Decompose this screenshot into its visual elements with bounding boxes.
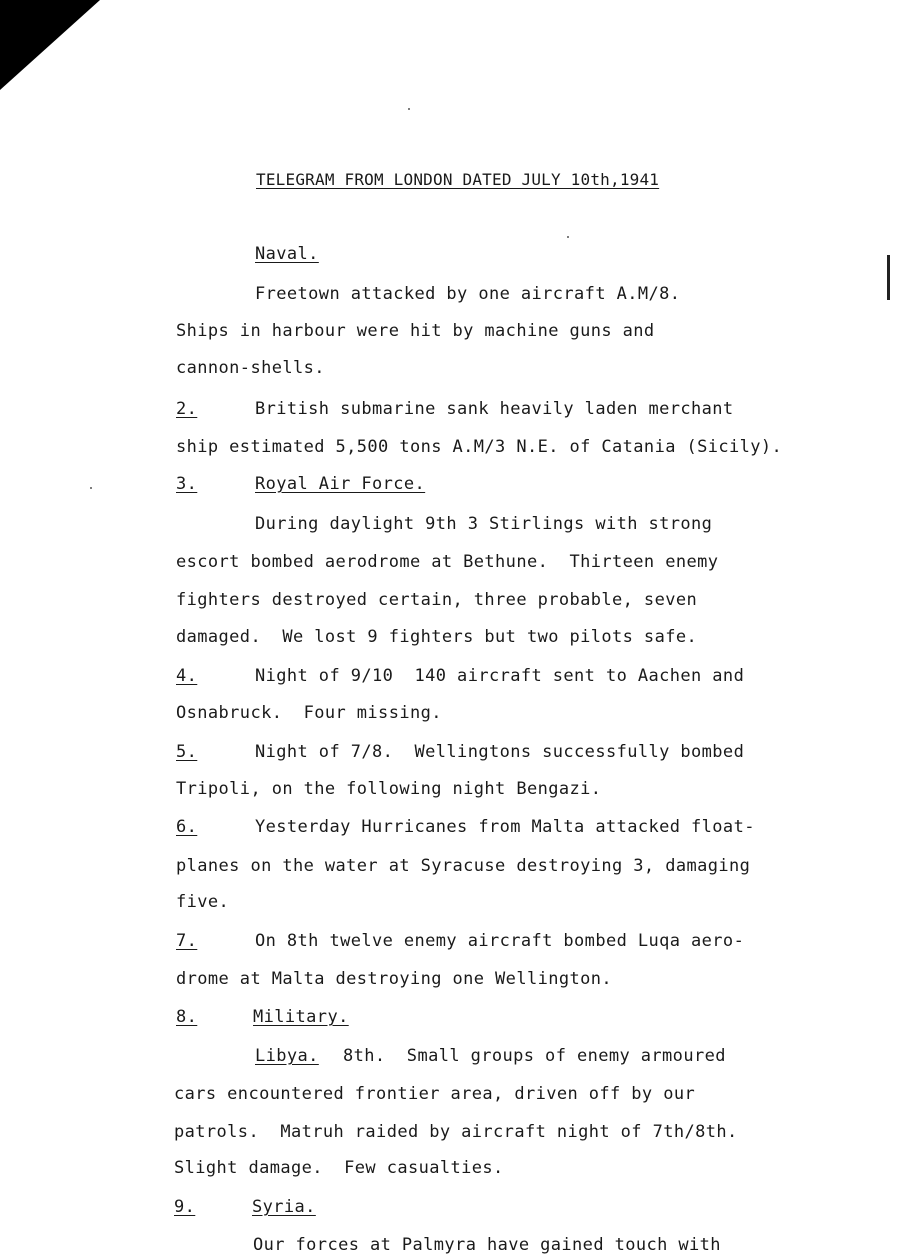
- heading-royal-air-force: Royal Air Force.: [255, 474, 426, 494]
- item-number-2: 2.: [176, 399, 198, 419]
- paragraph-line: fighters destroyed certain, three probable, seven: [176, 590, 698, 610]
- page-title: TELEGRAM FROM LONDON DATED JULY 10th,1941: [256, 170, 660, 189]
- paragraph-line: Slight damage. Few casualties.: [174, 1158, 504, 1178]
- paragraph-line: damaged. We lost 9 fighters but two pilots safe.: [176, 627, 698, 647]
- paragraph-line: escort bombed aerodrome at Bethune. Thirteen enemy: [176, 552, 719, 572]
- paragraph-line: Freetown attacked by one aircraft A.M/8.: [255, 284, 681, 304]
- heading-military: Military.: [253, 1007, 349, 1027]
- paragraph-line: cannon-shells.: [176, 358, 325, 378]
- item-number-6: 6.: [176, 817, 198, 837]
- paragraph-line: During daylight 9th 3 Stirlings with strong: [255, 514, 713, 534]
- scan-speck: [90, 487, 92, 489]
- heading-libya: Libya.: [255, 1046, 319, 1066]
- paragraph-line: Osnabruck. Four missing.: [176, 703, 442, 723]
- paragraph-line: drome at Malta destroying one Wellington.: [176, 969, 613, 989]
- item-number-3: 3.: [176, 474, 198, 494]
- paragraph-line: Ships in harbour were hit by machine guns and: [176, 321, 655, 341]
- heading-naval: Naval.: [255, 244, 319, 264]
- paragraph-line: Our forces at Palmyra have gained touch with: [253, 1235, 721, 1255]
- paragraph-line: British submarine sank heavily laden merchant: [255, 399, 734, 419]
- paragraph-line: cars encountered frontier area, driven off by our: [174, 1084, 696, 1104]
- paragraph-line: Night of 9/10 140 aircraft sent to Aachen and: [255, 666, 745, 686]
- heading-syria: Syria.: [252, 1197, 316, 1217]
- item-number-8: 8.: [176, 1007, 198, 1027]
- paragraph-line: ship estimated 5,500 tons A.M/3 N.E. of Catania (Sicily).: [176, 437, 783, 457]
- paragraph-line: Tripoli, on the following night Bengazi.: [176, 779, 602, 799]
- paragraph-line: On 8th twelve enemy aircraft bombed Luqa aero-: [255, 931, 745, 951]
- paragraph-line: planes on the water at Syracuse destroying 3, damaging: [176, 856, 751, 876]
- scan-corner-shadow: [0, 0, 100, 90]
- paragraph-line: 8th. Small groups of enemy armoured: [343, 1046, 726, 1066]
- scan-edge-mark: [887, 255, 890, 300]
- paragraph-line: Night of 7/8. Wellingtons successfully bombed: [255, 742, 745, 762]
- paragraph-line: five.: [176, 892, 230, 912]
- item-number-7: 7.: [176, 931, 198, 951]
- paragraph-line: Yesterday Hurricanes from Malta attacked float-: [255, 817, 755, 837]
- item-number-9: 9.: [174, 1197, 196, 1217]
- item-number-5: 5.: [176, 742, 198, 762]
- scan-speck: [408, 108, 410, 110]
- paragraph-line: patrols. Matruh raided by aircraft night of 7th/8th.: [174, 1122, 738, 1142]
- item-number-4: 4.: [176, 666, 198, 686]
- scan-speck: [567, 236, 569, 238]
